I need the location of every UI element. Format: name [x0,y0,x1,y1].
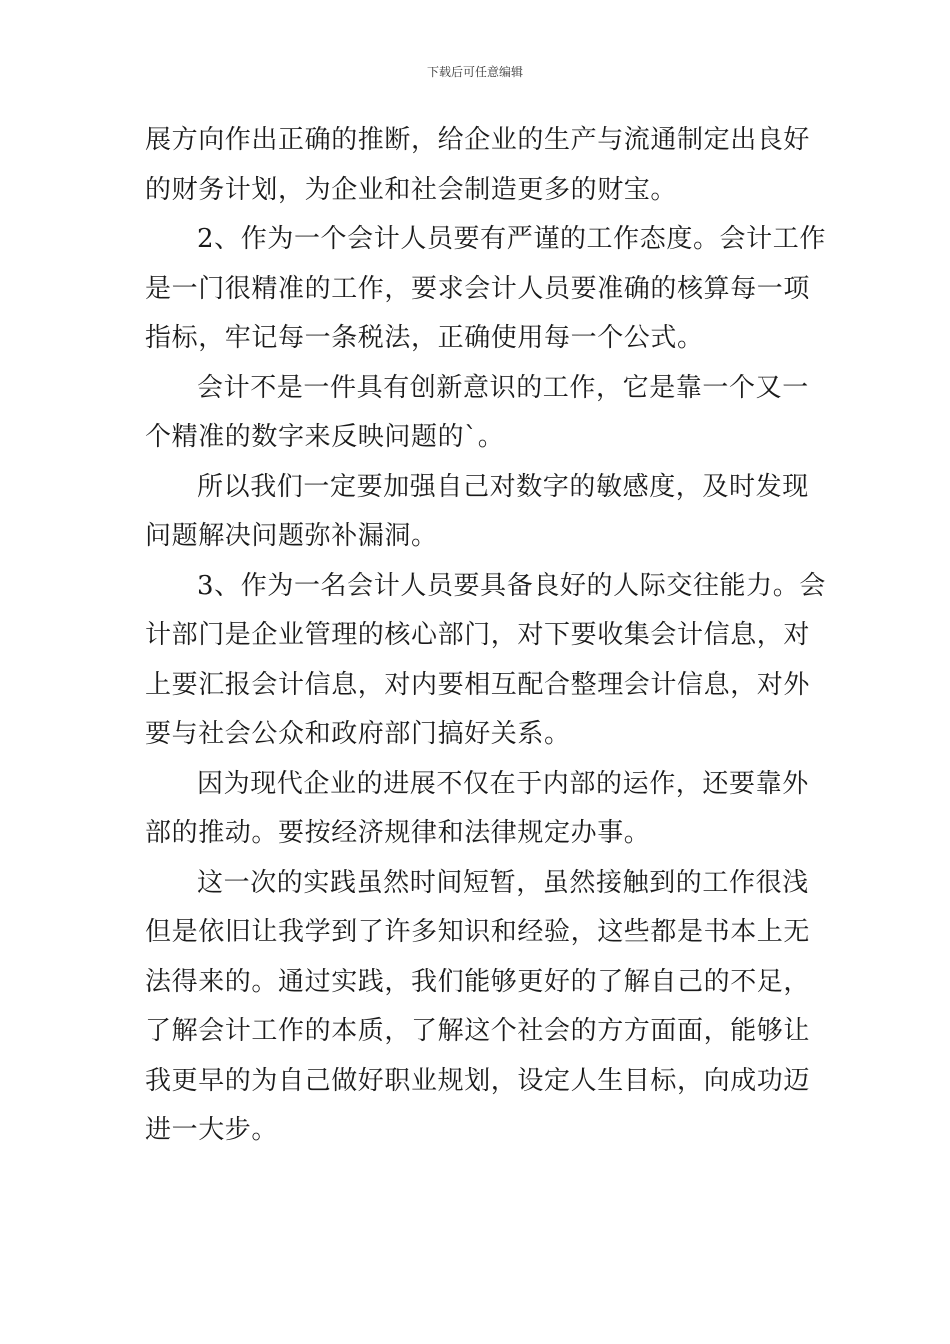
text-line: 问题解决问题弥补漏洞。 [145,521,438,551]
text-line: 部的推动。要按经济规律和法律规定办事。 [145,818,651,848]
page-header: 下载后可任意编辑 [426,65,523,79]
text-line: 会计不是一件具有创新意识的工作，它是靠一个又一 [197,372,809,403]
text-line: 3、作为一名会计人员要具备良好的人际交往能力。会 [197,570,826,601]
text-line: 所以我们一定要加强自己对数字的敏感度，及时发现 [197,471,809,502]
text-line: 是一门很精准的工作，要求会计人员要准确的核算每一项 [145,273,811,304]
text-line: 因为现代企业的进展不仅在于内部的运作，还要靠外 [197,768,809,799]
document-body [145,124,826,1164]
text-line: 了解会计工作的本质，了解这个社会的方方面面，能够让 [145,1016,811,1046]
text-line: 计部门是企业管理的核心部门，对下要收集会计信息，对 [145,620,811,650]
text-line: 这一次的实践虽然时间短暂，虽然接触到的工作很浅 [197,867,809,898]
text-line: 展方向作出正确的推断，给企业的生产与流通制定出良好 [145,125,811,155]
text-line: 指标，牢记每一条税法，正确使用每一个公式。 [145,323,704,353]
text-line: 法得来的。通过实践，我们能够更好的了解自己的不足， [145,966,811,997]
text-line: 2、作为一个会计人员要有严谨的工作态度。会计工作 [197,224,826,254]
text-line: 上要汇报会计信息，对内要相互配合整理会计信息，对外 [145,669,811,700]
text-line: 的财务计划，为企业和社会制造更多的财宝。 [145,174,678,205]
text-line: 进一大步。 [145,1115,279,1145]
text-line: 我更早的为自己做好职业规划，设定人生目标，向成功迈 [145,1065,811,1096]
text-line: 但是依旧让我学到了许多知识和经验，这些都是书本上无 [145,917,811,947]
text-line: 要与社会公众和政府部门搞好关系。 [145,719,571,749]
text-line: 个精准的数字来反映问题的`。 [145,422,505,452]
